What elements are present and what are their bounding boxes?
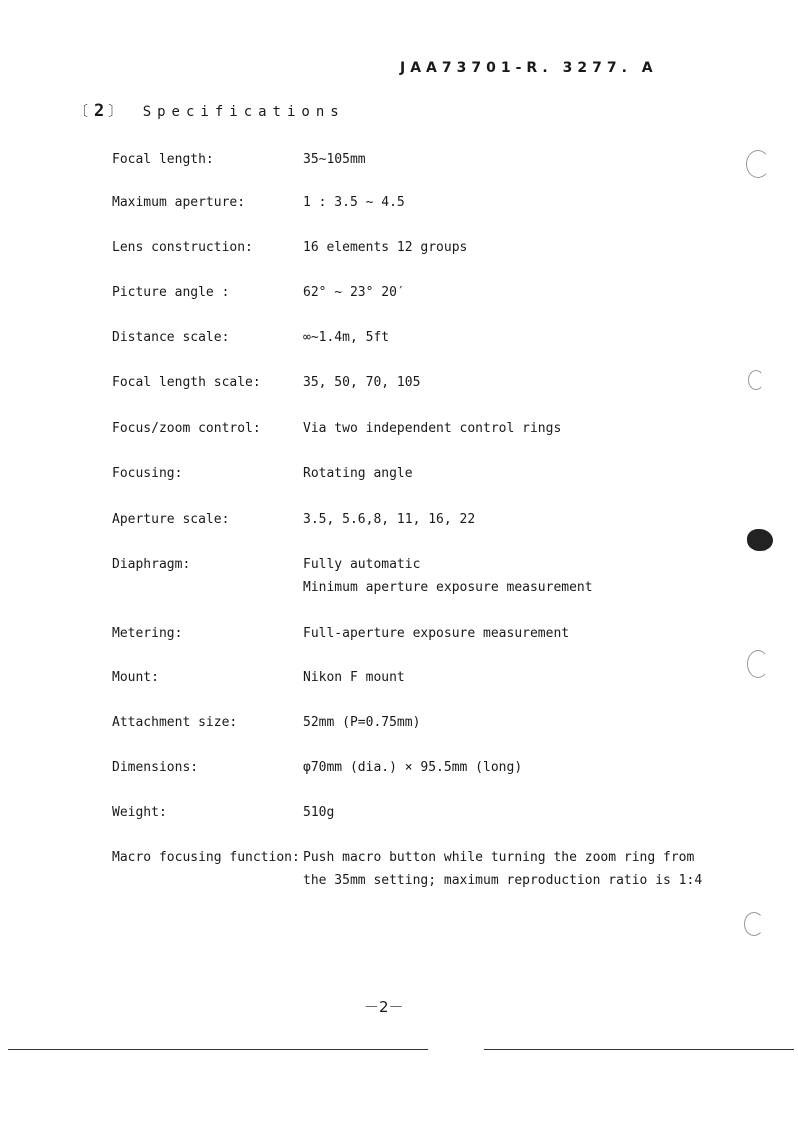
spec-value-line: 35, 50, 70, 105 bbox=[303, 375, 421, 390]
ink-blot bbox=[747, 529, 773, 551]
spec-label: Mount: bbox=[112, 670, 159, 685]
spec-value-line: Fully automatic bbox=[303, 557, 421, 572]
spec-value bbox=[303, 553, 593, 599]
spec-value-line: Full-aperture exposure measurement bbox=[303, 626, 570, 641]
spec-value bbox=[303, 417, 561, 440]
spec-value-line: 62° ~ 23° 20′ bbox=[303, 285, 405, 300]
spec-value bbox=[303, 711, 420, 734]
punch-hole-mark bbox=[747, 650, 769, 678]
spec-value-line: Push macro button while turning the zoom ring from bbox=[303, 850, 695, 865]
section-heading bbox=[74, 101, 345, 121]
spec-value bbox=[303, 756, 522, 779]
spec-label: Weight: bbox=[112, 805, 167, 820]
spec-label: Picture angle : bbox=[112, 285, 230, 300]
section-title: Specifications bbox=[142, 104, 345, 120]
spec-label: Diaphragm: bbox=[112, 557, 191, 572]
footer-rule-right bbox=[484, 1049, 794, 1050]
punch-hole-mark bbox=[746, 150, 770, 178]
spec-value-line: 510g bbox=[303, 805, 335, 820]
spec-value bbox=[303, 801, 334, 824]
punch-hole-mark bbox=[748, 370, 764, 390]
spec-value-line: the 35mm setting; maximum reproduction ratio is 1:4 bbox=[303, 873, 703, 888]
spec-label: Distance scale: bbox=[112, 330, 230, 345]
document-id: JAA73701-R. 3277. A bbox=[400, 60, 658, 76]
spec-label: Macro focusing function: bbox=[112, 850, 300, 865]
spec-value-line: 35~105mm bbox=[303, 152, 366, 167]
spec-label: Focus/zoom control: bbox=[112, 421, 261, 436]
spec-value bbox=[303, 666, 405, 689]
spec-label: Focusing: bbox=[112, 466, 183, 481]
spec-label: Lens construction: bbox=[112, 240, 253, 255]
spec-value-line: Minimum aperture exposure measurement bbox=[303, 580, 593, 595]
spec-value-line: Via two independent control rings bbox=[303, 421, 562, 436]
spec-value bbox=[303, 371, 420, 394]
spec-value-line: ∞~1.4m, 5ft bbox=[303, 330, 390, 345]
spec-value-line: Rotating angle bbox=[303, 466, 413, 481]
spec-value bbox=[303, 281, 405, 304]
spec-value-line: φ70mm (dia.) × 95.5mm (long) bbox=[303, 760, 523, 775]
spec-value-line: Nikon F mount bbox=[303, 670, 405, 685]
spec-label: Focal length scale: bbox=[112, 375, 261, 390]
spec-value bbox=[303, 622, 569, 645]
section-bracket-close: 〕 bbox=[108, 104, 129, 120]
section-bracket-open: 〔 bbox=[74, 104, 94, 120]
spec-label: Focal length: bbox=[112, 152, 214, 167]
spec-value bbox=[303, 846, 702, 892]
page-number: －2－ bbox=[364, 998, 404, 1016]
punch-hole-mark bbox=[744, 912, 764, 936]
spec-value bbox=[303, 191, 405, 214]
spec-value-line: 1 : 3.5 ~ 4.5 bbox=[303, 195, 405, 210]
spec-label: Dimensions: bbox=[112, 760, 199, 775]
footer-rule-left bbox=[8, 1049, 428, 1050]
spec-value-line: 52mm (P=0.75mm) bbox=[303, 715, 421, 730]
spec-value-line: 16 elements 12 groups bbox=[303, 240, 468, 255]
spec-value bbox=[303, 326, 389, 349]
section-number: 2 bbox=[94, 101, 109, 121]
spec-value-line: 3.5, 5.6,8, 11, 16, 22 bbox=[303, 512, 476, 527]
spec-value bbox=[303, 508, 475, 531]
spec-label: Attachment size: bbox=[112, 715, 238, 730]
spec-value bbox=[303, 236, 467, 259]
spec-value bbox=[303, 462, 413, 485]
spec-value bbox=[303, 148, 366, 171]
spec-label: Maximum aperture: bbox=[112, 195, 246, 210]
spec-label: Metering: bbox=[112, 626, 183, 641]
spec-label: Aperture scale: bbox=[112, 512, 230, 527]
